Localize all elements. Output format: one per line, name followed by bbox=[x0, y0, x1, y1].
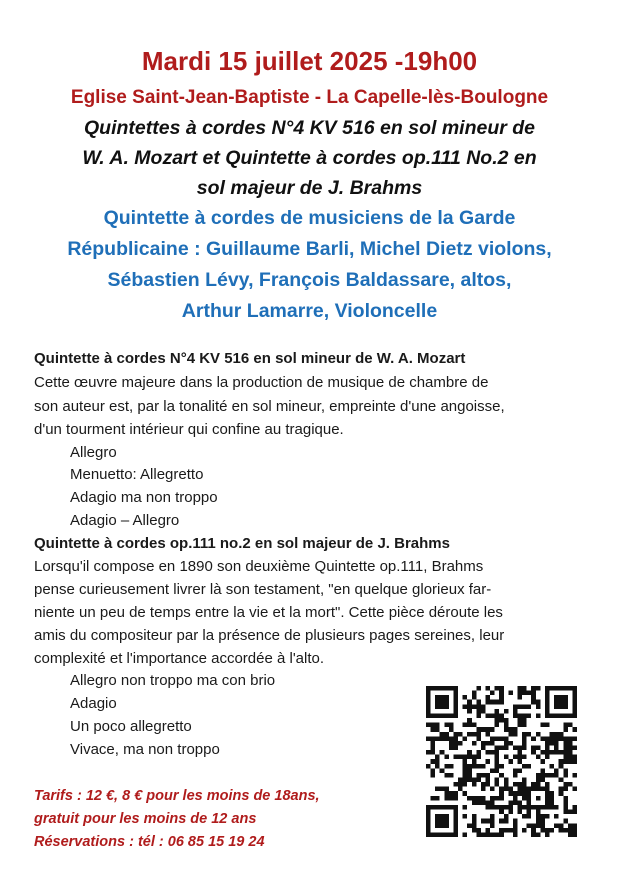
brahms-movement: Vivace, ma non troppo bbox=[70, 741, 220, 758]
reservations-line: Réservations : tél : 06 85 15 19 24 bbox=[34, 834, 265, 850]
brahms-description-line: Lorsqu'il compose en 1890 son deuxième Quintette op.111, Brahms bbox=[34, 558, 484, 575]
brahms-heading: Quintette à cordes op.111 no.2 en sol majeur de J. Brahms bbox=[34, 535, 450, 552]
brahms-movement: Adagio bbox=[70, 695, 117, 712]
mozart-description-line: son auteur est, par la tonalité en sol mineur, empreinte d'une angoisse, bbox=[34, 398, 505, 415]
tarifs-line: gratuit pour les moins de 12 ans bbox=[34, 811, 257, 827]
mozart-movement: Adagio – Allegro bbox=[70, 512, 180, 529]
concert-date: Mardi 15 juillet 2025 -19h00 bbox=[141, 46, 478, 76]
works-line-3: sol majeur de J. Brahms bbox=[196, 177, 423, 199]
performers-line-1: Quintette à cordes de musiciens de la Garde bbox=[103, 207, 516, 229]
mozart-movement: Menuetto: Allegretto bbox=[70, 466, 204, 483]
brahms-description-line: complexité et l'importance accordée à l'alto. bbox=[34, 650, 325, 667]
mozart-movement: Allegro bbox=[70, 444, 117, 461]
mozart-description-line: Cette œuvre majeure dans la production de musique de chambre de bbox=[34, 374, 489, 391]
works-line-1: Quintettes à cordes N°4 KV 516 en sol mineur de bbox=[83, 117, 536, 139]
mozart-description-line: d'un tourment intérieur qui confine au tragique. bbox=[34, 421, 344, 438]
brahms-movement: Un poco allegretto bbox=[70, 718, 192, 735]
performers-line-2: Républicaine : Guillaume Barli, Michel Dietz violons, bbox=[67, 238, 552, 260]
mozart-movement: Adagio ma non troppo bbox=[70, 489, 218, 506]
tarifs-line: Tarifs : 12 €, 8 € pour les moins de 18ans, bbox=[34, 788, 320, 804]
works-line-2: W. A. Mozart et Quintette à cordes op.111 No.2 en bbox=[82, 147, 537, 169]
brahms-description-line: niente un peu de temps entre la vie et la mort". Cette pièce déroute les bbox=[34, 604, 503, 621]
concert-venue: Eglise Saint-Jean-Baptiste - La Capelle-lès-Boulogne bbox=[70, 87, 549, 108]
brahms-description-line: amis du compositeur par la présence de plusieurs pages sereines, leur bbox=[34, 627, 505, 644]
performers-line-4: Arthur Lamarre, Violoncelle bbox=[181, 300, 438, 322]
brahms-description-line: pense curieusement livrer là son testament, "en quelque glorieux far- bbox=[34, 581, 492, 598]
mozart-heading: Quintette à cordes N°4 KV 516 en sol mineur de W. A. Mozart bbox=[34, 350, 466, 367]
performers-line-3: Sébastien Lévy, François Baldassare, altos, bbox=[107, 269, 512, 291]
qr-code-icon[interactable] bbox=[426, 686, 577, 837]
brahms-movement: Allegro non troppo ma con brio bbox=[70, 672, 276, 689]
